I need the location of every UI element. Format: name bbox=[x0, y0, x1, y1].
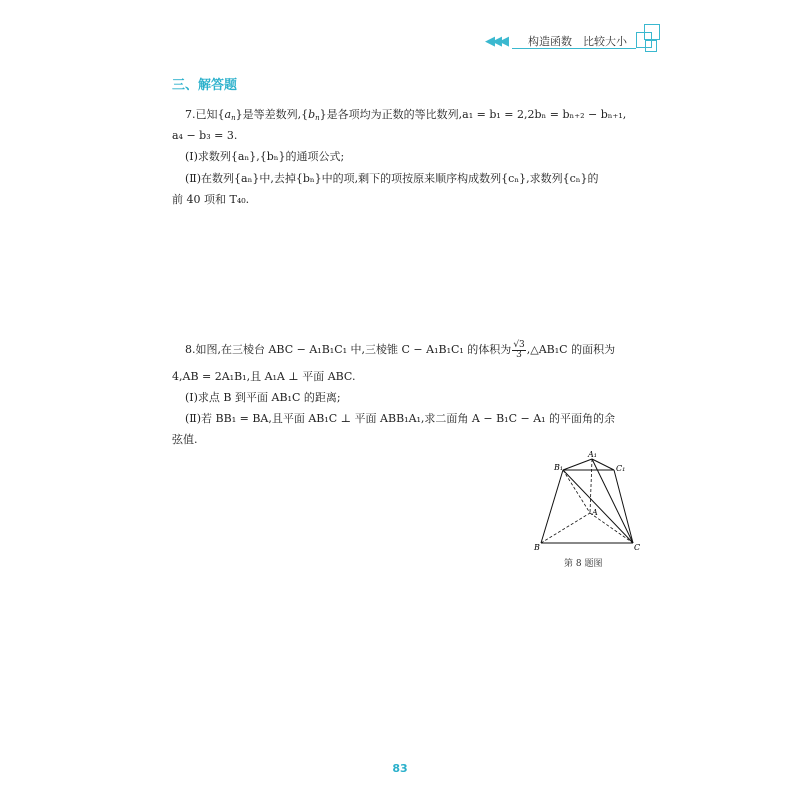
q7-condition-2: a₄ − b₃ = 3. bbox=[172, 129, 238, 142]
page-number: 83 bbox=[392, 762, 408, 775]
edge-B1A bbox=[563, 470, 590, 513]
label-C1: C₁ bbox=[616, 464, 626, 473]
q8-line-2: 4,AB = 2A₁B₁,且 A₁A ⊥ 平面 ABC. bbox=[172, 370, 356, 383]
q7-mid-1: 是等差数列, bbox=[242, 108, 302, 121]
q7-condition-1: a₁ = b₁ = 2,2bₙ = bₙ₊₂ − bₙ₊₁, bbox=[462, 108, 627, 121]
label-A: A bbox=[592, 508, 598, 517]
header-section-1: 构造函数 bbox=[528, 35, 572, 48]
volume-fraction bbox=[512, 341, 525, 360]
q7-part-2-cont: 前 40 项和 T₄₀. bbox=[172, 193, 250, 206]
deco-square-icon bbox=[645, 40, 657, 52]
header-section-2: 比较大小 bbox=[583, 35, 627, 48]
edge-B1C bbox=[563, 470, 633, 543]
section-title: 三、解答题 bbox=[172, 78, 238, 93]
q7-prefix: 7.已知 bbox=[185, 108, 218, 121]
label-B1: B₁ bbox=[554, 463, 564, 472]
fraction-denominator: 3 bbox=[516, 349, 522, 360]
edge-A1A bbox=[590, 459, 592, 513]
q7-mid-2: 是各项均为正数的等比数列, bbox=[326, 108, 463, 121]
q7-line-1: 7.已知$\{a_n\}$是等差数列$,\{b_n\}$是各项均为正数的等比数列,a₁ = b₁ = 2,2bₙ = bₙ₊₂ − bₙ₊₁, bbox=[185, 108, 627, 122]
q7-part-2: (Ⅱ)在数列{aₙ}中,去掉{bₙ}中的项,剩下的项按原来顺序构成数列{cₙ},求数列{cₙ}的 bbox=[185, 172, 599, 185]
chevron-left-icon: ◀◀◀ bbox=[485, 34, 506, 49]
q8-part-1: (Ⅰ)求点 B 到平面 AB₁C 的距离; bbox=[185, 391, 341, 404]
q8-part-2: (Ⅱ)若 BB₁ = BA,且平面 AB₁C ⊥ 平面 ABB₁A₁,求二面角 A − B₁C − A₁ 的平面角的余 bbox=[185, 412, 616, 425]
deco-square-icon bbox=[644, 24, 660, 40]
fraction-numerator: √3 bbox=[513, 339, 525, 350]
label-A1: A₁ bbox=[588, 450, 597, 459]
figure-caption: 第 8 题图 bbox=[564, 559, 603, 569]
edge-BB1 bbox=[541, 470, 563, 543]
edge-B1A1 bbox=[563, 459, 592, 470]
q8-line-1a: 8.如图,在三棱台 ABC − A₁B₁C₁ 中,三棱锥 C − A₁B₁C₁ 的体积为 bbox=[185, 343, 512, 356]
edge-A1C1 bbox=[592, 459, 614, 470]
edge-A1C bbox=[592, 459, 633, 543]
q8-part-2-cont: 弦值. bbox=[172, 433, 198, 446]
label-C: C bbox=[634, 543, 641, 552]
q8-line-1 bbox=[185, 340, 615, 360]
q7-part-1: (Ⅰ)求数列{aₙ},{bₙ}的通项公式; bbox=[185, 150, 345, 163]
frustum-figure bbox=[530, 448, 645, 558]
header-rule bbox=[512, 48, 636, 49]
q8-line-1b: ,△AB₁C 的面积为 bbox=[526, 343, 616, 356]
label-B: B bbox=[534, 543, 540, 552]
